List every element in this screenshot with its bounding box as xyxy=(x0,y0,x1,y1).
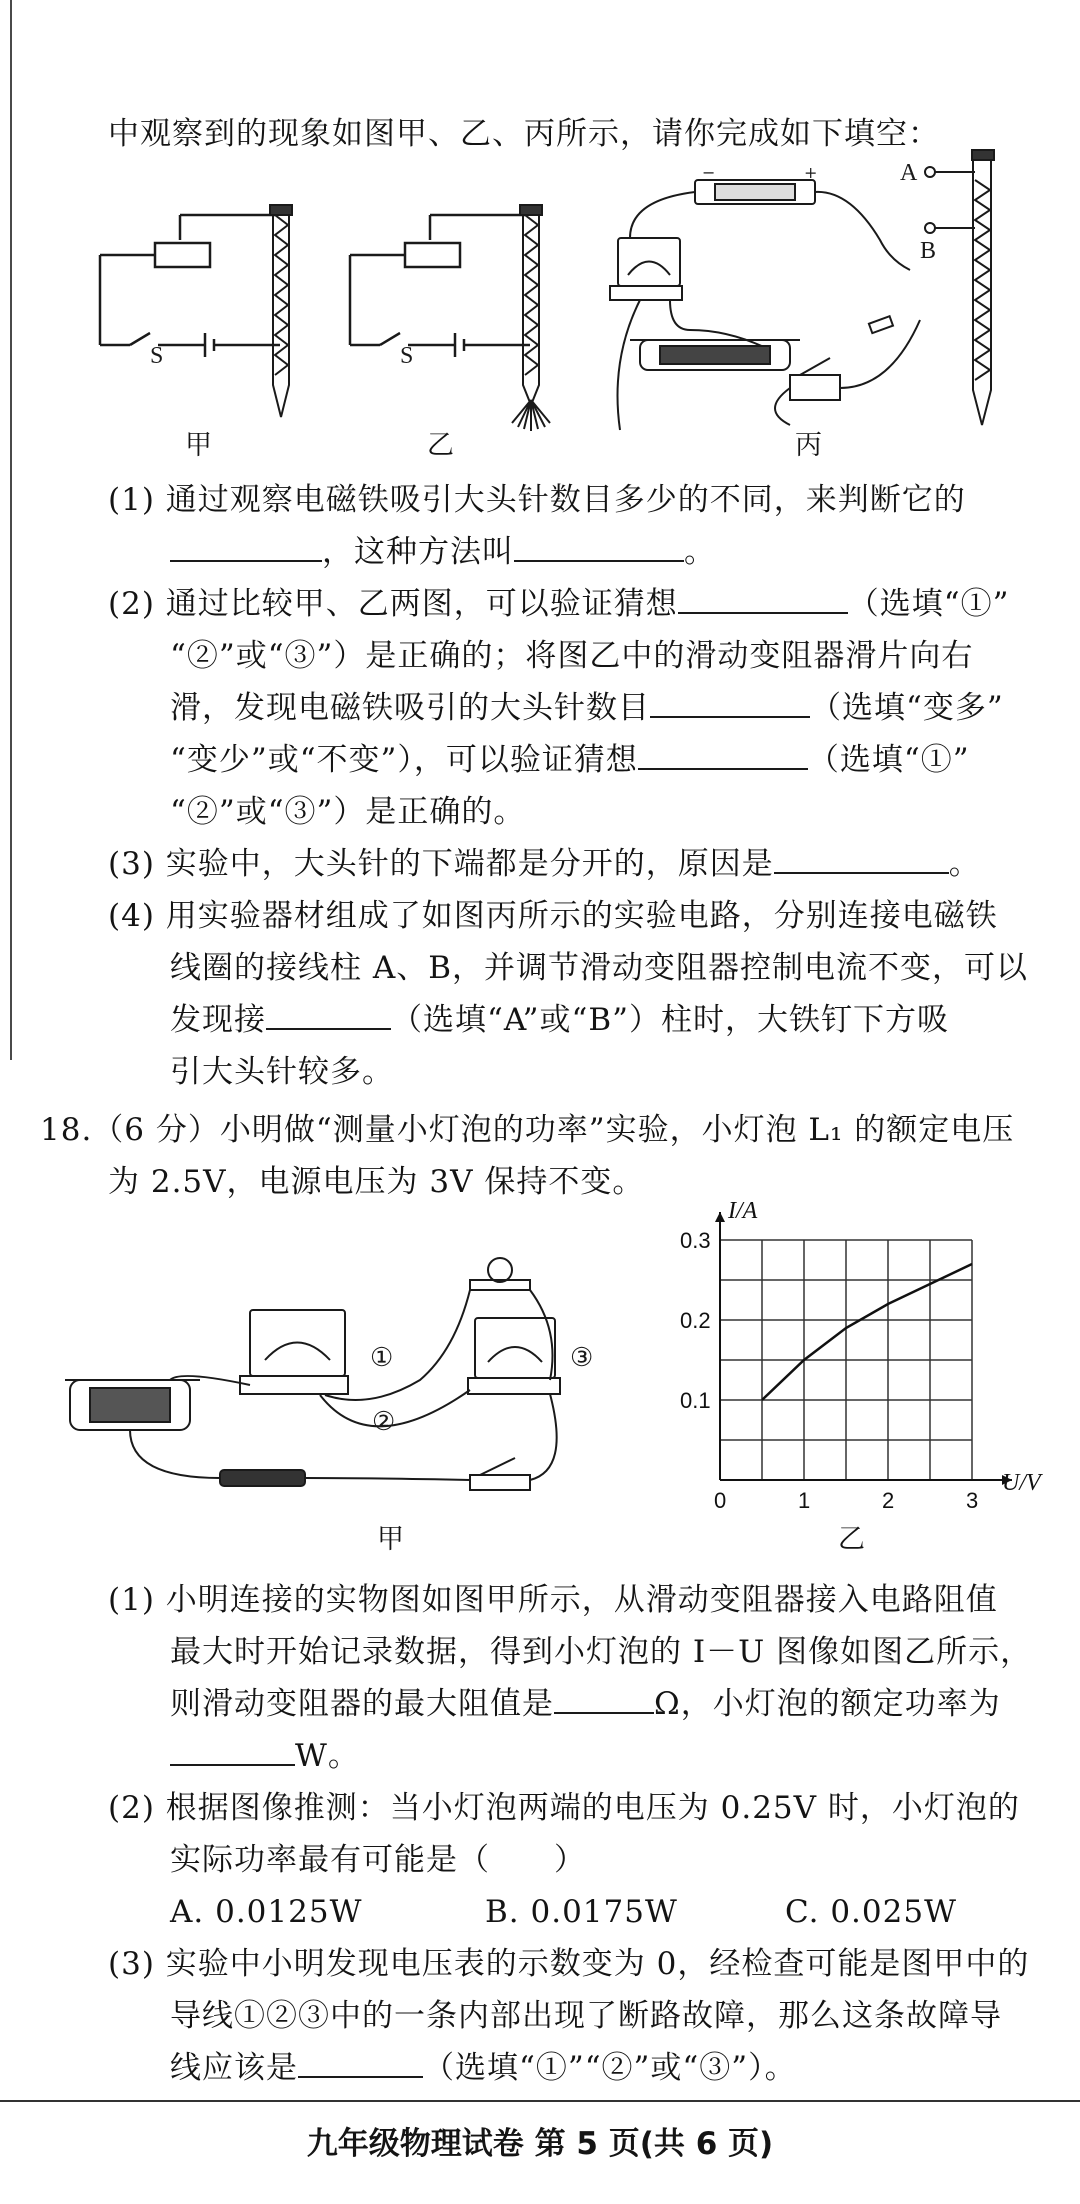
q18-header-line2: 为 2.5V，电源电压为 3V 保持不变。 xyxy=(108,1164,645,1200)
answer-blank[interactable] xyxy=(170,1734,295,1766)
answer-blank[interactable] xyxy=(650,686,810,718)
x-tick-label: 2 xyxy=(882,1488,895,1513)
q18-p2-line1: (2) 根据图像推测：当小灯泡两端的电压为 0.25V 时，小灯泡的 xyxy=(108,1790,1020,1826)
figure-label-jia: 甲 xyxy=(185,430,212,461)
x-tick-label: 1 xyxy=(798,1488,811,1513)
x-axis-label: U/V xyxy=(1002,1470,1041,1496)
answer-blank[interactable] xyxy=(514,530,684,562)
answer-blank[interactable] xyxy=(554,1682,654,1714)
q17-p2-line4: “变少”或“不变”），可以验证猜想 （选填“①” xyxy=(170,738,970,782)
figure-label-bing: 丙 xyxy=(795,430,822,461)
q18-p3-line2: 导线①②③中的一条内部出现了断路故障，那么这条故障导 xyxy=(170,1998,1002,2034)
answer-blank[interactable] xyxy=(678,582,848,614)
y-axis-arrow xyxy=(715,1212,725,1222)
q18-p3-line1: (3) 实验中小明发现电压表的示数变为 0，经检查可能是图甲中的 xyxy=(108,1946,1030,1982)
wire-1-label: ① xyxy=(370,1343,394,1373)
q18-p1-line1: (1) 小明连接的实物图如图甲所示，从滑动变阻器接入电路阻值 xyxy=(108,1582,998,1618)
x-tick-label: 0 xyxy=(714,1488,727,1513)
figure-label-18-jia: 甲 xyxy=(377,1524,404,1555)
answer-blank[interactable] xyxy=(298,2046,423,2078)
wire-3-label: ③ xyxy=(570,1343,594,1373)
q17-p3: (3) 实验中，大头针的下端都是分开的，原因是 。 xyxy=(108,842,981,886)
answer-blank[interactable] xyxy=(638,738,808,770)
q17-p2-line3: 滑，发现电磁铁吸引的大头针数目 （选填“变多” xyxy=(170,686,1004,730)
switch-s-label-2: S xyxy=(400,343,414,369)
answer-blank[interactable] xyxy=(266,998,391,1030)
svg-text:+: + xyxy=(804,163,818,182)
answer-blank[interactable] xyxy=(774,842,949,874)
q18-p1-line2: 最大时开始记录数据，得到小灯泡的 I－U 图像如图乙所示， xyxy=(170,1634,1033,1670)
figure-label-18-yi: 乙 xyxy=(838,1524,865,1555)
iu-chart xyxy=(680,1198,1050,1520)
y-axis-label: I/A xyxy=(728,1198,758,1224)
wire-2-label: ② xyxy=(372,1407,396,1437)
figure-18-jia xyxy=(70,1270,670,1490)
q18-p2-line2: 实际功率最有可能是（ ） xyxy=(170,1842,586,1878)
q17-p4-line4: 引大头针较多。 xyxy=(170,1054,394,1090)
figure-label-yi: 乙 xyxy=(427,430,454,461)
q17-p1-line2: ，这种方法叫 。 xyxy=(170,530,716,574)
q18-option-b: B. 0.0175W xyxy=(485,1894,678,1930)
terminal-b-label: B xyxy=(920,238,937,264)
page-margin-rule xyxy=(10,0,12,1060)
figure-17-bing xyxy=(590,160,1050,435)
q18-p3-line3: 线应该是 （选填“①”“②”或“③”）。 xyxy=(170,2046,797,2090)
q17-p4-line2: 线圈的接线柱 A、B，并调节滑动变阻器控制电流不变，可以 xyxy=(170,950,1029,986)
iu-curve xyxy=(762,1264,972,1400)
answer-blank[interactable] xyxy=(170,530,322,562)
svg-text:−: − xyxy=(702,163,716,182)
q17-p1-line1: (1) 通过观察电磁铁吸引大头针数目多少的不同，来判断它的 xyxy=(108,482,966,518)
switch-s-label: S xyxy=(150,343,164,369)
x-tick-label: 3 xyxy=(966,1488,979,1513)
q17-p2-line2: “②”或“③”）是正确的；将图乙中的滑动变阻器滑片向右 xyxy=(170,638,974,674)
figure-17-yi xyxy=(340,195,570,435)
intro-text: 中观察到的现象如图甲、乙、丙所示，请你完成如下填空： xyxy=(108,116,940,152)
terminal-a-label: A xyxy=(900,160,918,186)
y-tick-label: 0.1 xyxy=(680,1388,711,1413)
q18-option-c: C. 0.025W xyxy=(785,1894,957,1930)
q18-p1-line4: W。 xyxy=(170,1734,360,1778)
q17-p4-line1: (4) 用实验器材组成了如图丙所示的实验电路，分别连接电磁铁 xyxy=(108,898,998,934)
figure-17-jia xyxy=(90,195,320,435)
q17-p2-line1: (2) 通过比较甲、乙两图，可以验证猜想 （选填“①” xyxy=(108,582,1009,626)
footer-divider xyxy=(0,2100,1080,2102)
q17-p4-line3: 发现接 （选填“A”或“B”）柱时，大铁钉下方吸 xyxy=(170,998,949,1042)
page-footer: 九年级物理试卷 第 5 页(共 6 页) xyxy=(306,2126,774,2162)
y-tick-label: 0.3 xyxy=(680,1228,711,1253)
q18-option-a: A. 0.0125W xyxy=(170,1894,363,1930)
q18-header-line1: 18.（6 分）小明做“测量小灯泡的功率”实验，小灯泡 L₁ 的额定电压 xyxy=(40,1112,1015,1148)
q18-p1-line3: 则滑动变阻器的最大阻值是 Ω，小灯泡的额定功率为 xyxy=(170,1682,1001,1726)
y-tick-label: 0.2 xyxy=(680,1308,711,1333)
q17-p2-line5: “②”或“③”）是正确的。 xyxy=(170,794,526,830)
